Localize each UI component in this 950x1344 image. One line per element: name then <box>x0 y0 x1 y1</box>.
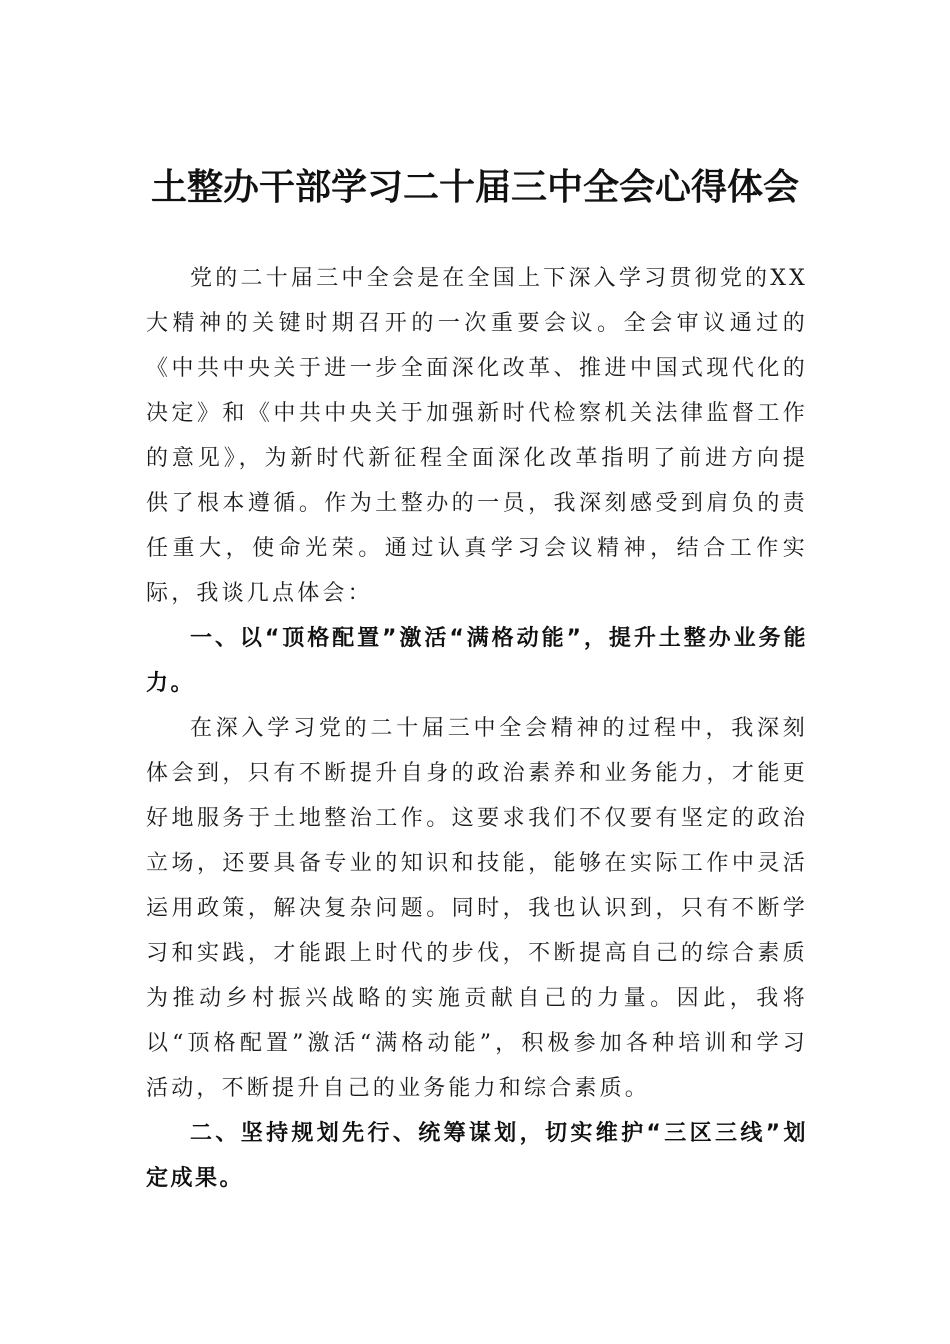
intro-paragraph: 党的二十届三中全会是在全国上下深入学习贯彻党的XX大精神的关键时期召开的一次重要会议。全会审议通过的《中共中央关于进一步全面深化改革、推进中国式现代化的决定》和《中共中央关于加强新时代检察机关法律监督工作的意见》，为新时代新征程全面深化改革指明了前进方向提供了根本遵循。作为土整办的一员，我深刻感受到肩负的责任重大，使命光荣。通过认真学习会议精神，结合工作实际，我谈几点体会： <box>146 266 808 606</box>
document-title: 土整办干部学习二十届三中全会心得体会 <box>150 166 799 208</box>
section-heading-2: 二、坚持规划先行、统筹谋划，切实维护“三区三线”划定成果。 <box>146 1121 808 1191</box>
section-1-paragraph: 在深入学习党的二十届三中全会精神的过程中，我深刻体会到，只有不断提升自身的政治素养和业务能力，才能更好地服务于土地整治工作。这要求我们不仅要有坚定的政治立场，还要具备专业的知识和技能，能够在实际工作中灵活运用政策，解决复杂问题。同时，我也认识到，只有不断学习和实践，才能跟上时代的步伐，不断提高自己的综合素质为推动乡村振兴战略的实施贡献自己的力量。因此，我将以“顶格配置”激活“满格动能”，积极参加各种培训和学习活动，不断提升自己的业务能力和综合素质。 <box>146 716 808 1101</box>
document-body <box>146 256 808 1201</box>
section-heading-1: 一、以“顶格配置”激活“满格动能”，提升土整办业务能力。 <box>146 626 808 696</box>
